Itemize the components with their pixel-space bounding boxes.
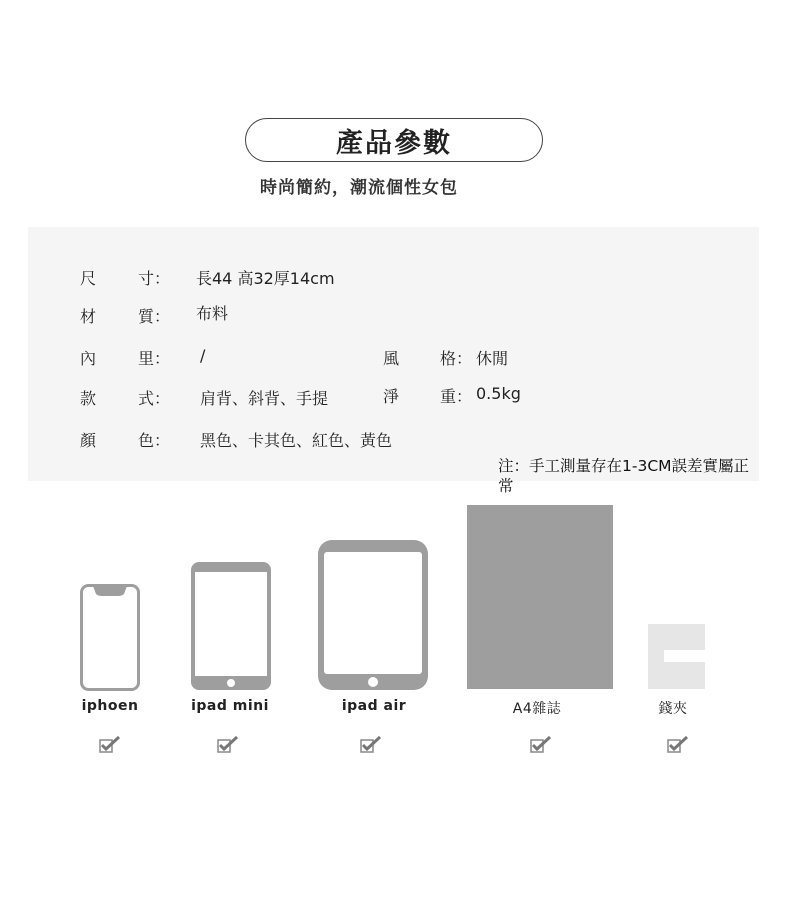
- spec-color-value: 黑色、卡其色、紅色、黃色: [200, 431, 393, 450]
- magazine-icon: [467, 505, 613, 689]
- check-icon: [360, 735, 382, 753]
- spec-weight-label-2: 重：: [440, 387, 473, 406]
- spec-size-value: 長44 高32厚14cm: [196, 269, 335, 288]
- spec-type-value: 肩背、斜背、手提: [200, 389, 329, 408]
- spec-material-value: 布料: [196, 304, 229, 323]
- spec-style-label-1: 風: [383, 349, 400, 368]
- device-label: iphoen: [81, 698, 139, 714]
- measurement-note: 注：手工測量存在1-3CM誤差實屬正常: [498, 457, 750, 495]
- page-title: 產品參數: [245, 118, 543, 162]
- check-icon: [99, 735, 121, 753]
- tablet-icon: [318, 540, 428, 690]
- spec-lining-label-2: 里：: [138, 349, 171, 368]
- tablet-icon: [191, 562, 271, 690]
- device-label: 錢夾: [658, 701, 688, 717]
- spec-material-label-2: 質：: [138, 307, 171, 326]
- wallet-icon: [648, 624, 705, 689]
- spec-type-label-1: 款: [80, 389, 97, 408]
- spec-size-label-1: 尺: [80, 269, 97, 288]
- spec-type-label-2: 式：: [138, 389, 171, 408]
- spec-style-value: 休閒: [476, 349, 509, 368]
- spec-size-label-2: 寸：: [138, 269, 171, 288]
- spec-style-label-2: 格：: [440, 349, 473, 368]
- device-label: A4雜誌: [512, 701, 562, 717]
- spec-weight-value: 0.5kg: [476, 384, 521, 403]
- spec-lining-value: /: [200, 346, 206, 365]
- check-icon: [530, 735, 552, 753]
- spec-weight-label-1: 淨: [383, 387, 400, 406]
- spec-lining-label-1: 內: [80, 349, 97, 368]
- check-icon: [667, 735, 689, 753]
- spec-material-label-1: 材: [80, 307, 97, 326]
- device-label: ipad air: [341, 698, 407, 714]
- device-label: ipad mini: [191, 698, 269, 714]
- phone-icon: [80, 584, 140, 692]
- page-subtitle: 時尚簡約，潮流個性女包: [260, 178, 458, 198]
- spec-color-label-1: 顏: [80, 431, 97, 450]
- spec-color-label-2: 色：: [138, 431, 171, 450]
- check-icon: [217, 735, 239, 753]
